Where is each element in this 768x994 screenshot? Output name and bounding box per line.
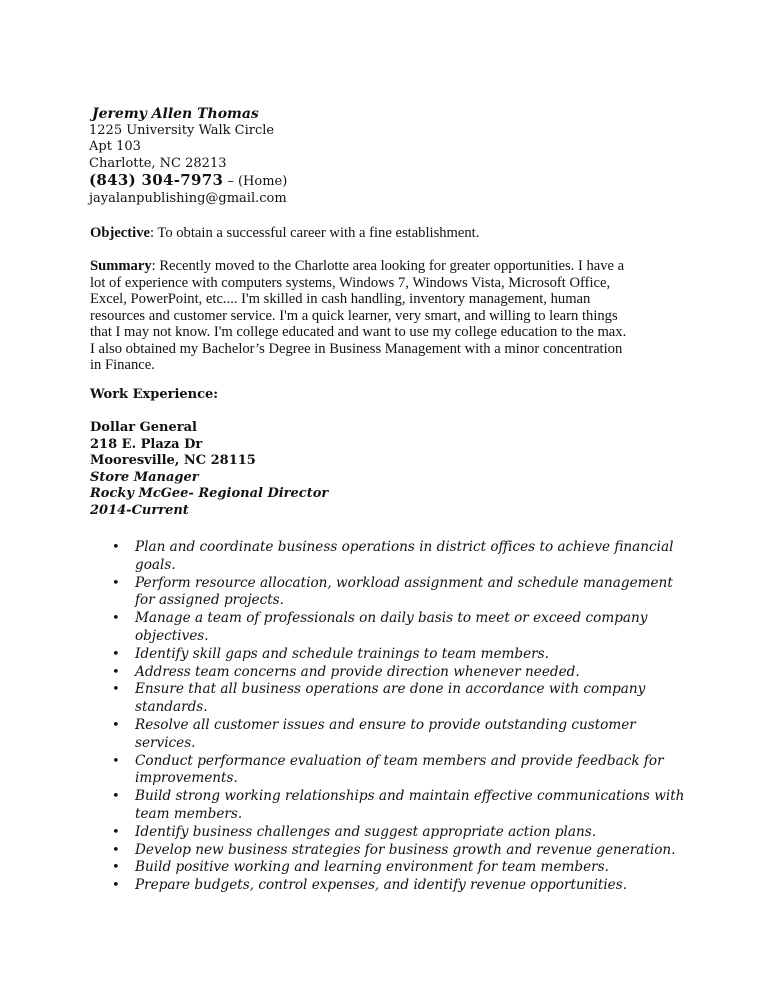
bullet-icon: • [112,878,120,894]
email-address: jayalanpublishing@gmail.com [89,190,287,206]
duty-item [112,646,702,664]
duty-text: for assigned projects. [135,592,284,609]
summary-line: I also obtained my Bachelor’s Degree in Business Management with a minor concentration [90,340,623,357]
duty-text: Prepare budgets, control expenses, and identify revenue opportunities. [135,877,628,894]
job-title: Store Manager [90,469,199,485]
duty-text: objectives. [135,627,209,644]
duty-text: Perform resource allocation, workload assignment and schedule management [135,574,673,591]
employer-city: Mooresville, NC 28115 [90,453,256,469]
duty-text: Identify skill gaps and schedule trainings to team members. [135,645,549,662]
duty-text: Build positive working and learning environment for team members. [135,859,609,876]
objective-text: : To obtain a successful career with a fine establishment. [149,225,480,241]
summary-line: that I may not know. I'm college educated and want to use my college education to the max. [90,324,627,340]
summary-line [90,258,690,275]
summary-section [90,258,690,374]
employer-street: 218 E. Plaza Dr [90,436,203,452]
duty-text: Address team concerns and provide direction whenever needed. [135,663,580,680]
bullet-icon: • [112,611,120,627]
bullet-icon: • [112,540,120,555]
employer-block [90,420,328,520]
address-line-1: 1225 University Walk Circle [89,122,275,138]
summary-line: lot of experience with computers systems, Windows 7, Windows Vista, Microsoft Office, [90,274,611,291]
employer-name: Dollar General [90,420,197,435]
duty-item [112,539,702,575]
duty-text: improvements. [135,770,238,787]
duty-text: goals. [135,556,176,573]
duty-item [112,610,702,646]
phone-number: (843) 304-7973 [89,171,224,190]
duty-item [112,842,702,860]
bullet-icon: • [112,682,120,698]
duty-item [112,877,702,895]
summary-line: Excel, PowerPoint, etc.... I'm skilled in cash handling, inventory management, human [90,291,591,307]
summary-label: Summary [90,258,152,274]
bullet-icon: • [112,789,120,805]
duty-item [112,681,702,717]
duty-text: Manage a team of professionals on daily basis to meet or exceed company [135,610,648,627]
duty-item [112,753,702,789]
duty-text: Ensure that all business operations are done in accordance with company [135,681,646,698]
summary-line: in Finance. [90,357,155,373]
work-experience-heading: Work Experience: [90,387,219,402]
bullet-icon: • [112,860,120,876]
address-line-2: Apt 103 [89,139,141,155]
duty-item [112,788,702,824]
objective-label: Objective [90,225,150,241]
duty-item [112,859,702,877]
duty-text: Plan and coordinate business operations in district offices to achieve financial [135,539,674,555]
bullet-icon: • [112,664,120,680]
duty-text: Build strong working relationships and maintain effective communications with [135,788,685,805]
duty-item [112,717,702,753]
summary-line: resources and customer service. I'm a quick learner, very smart, and willing to learn things [90,307,618,324]
duty-text: team members. [135,805,243,822]
phone-line [89,172,287,191]
duty-text: Conduct performance evaluation of team members and provide feedback for [135,752,664,769]
supervisor: Rocky McGee- Regional Director [90,486,329,502]
contact-block [89,106,287,208]
city-state-zip: Charlotte, NC 28213 [89,155,227,171]
duty-text: services. [135,734,196,751]
bullet-icon: • [112,842,120,858]
phone-type: – (Home) [223,174,288,190]
bullet-icon: • [112,824,120,840]
bullet-icon: • [112,753,120,769]
duty-item [112,575,702,611]
bullet-icon: • [112,717,120,733]
duty-text: Identify business challenges and suggest appropriate action plans. [135,823,597,840]
bullet-icon: • [112,575,120,591]
duty-item [112,664,702,682]
objective-section [90,225,479,242]
bullet-icon: • [112,646,120,662]
duty-text: Resolve all customer issues and ensure to provide outstanding customer [135,716,636,733]
duties-list [112,539,702,895]
duty-item [112,824,702,842]
summary-text: : Recently moved to the Charlotte area looking for greater opportunities. I have a [151,258,625,274]
applicant-name: Jeremy Allen Thomas [92,106,259,122]
duty-text: Develop new business strategies for business growth and revenue generation. [135,841,676,858]
duty-text: standards. [135,699,208,716]
employment-dates: 2014-Current [90,502,189,518]
